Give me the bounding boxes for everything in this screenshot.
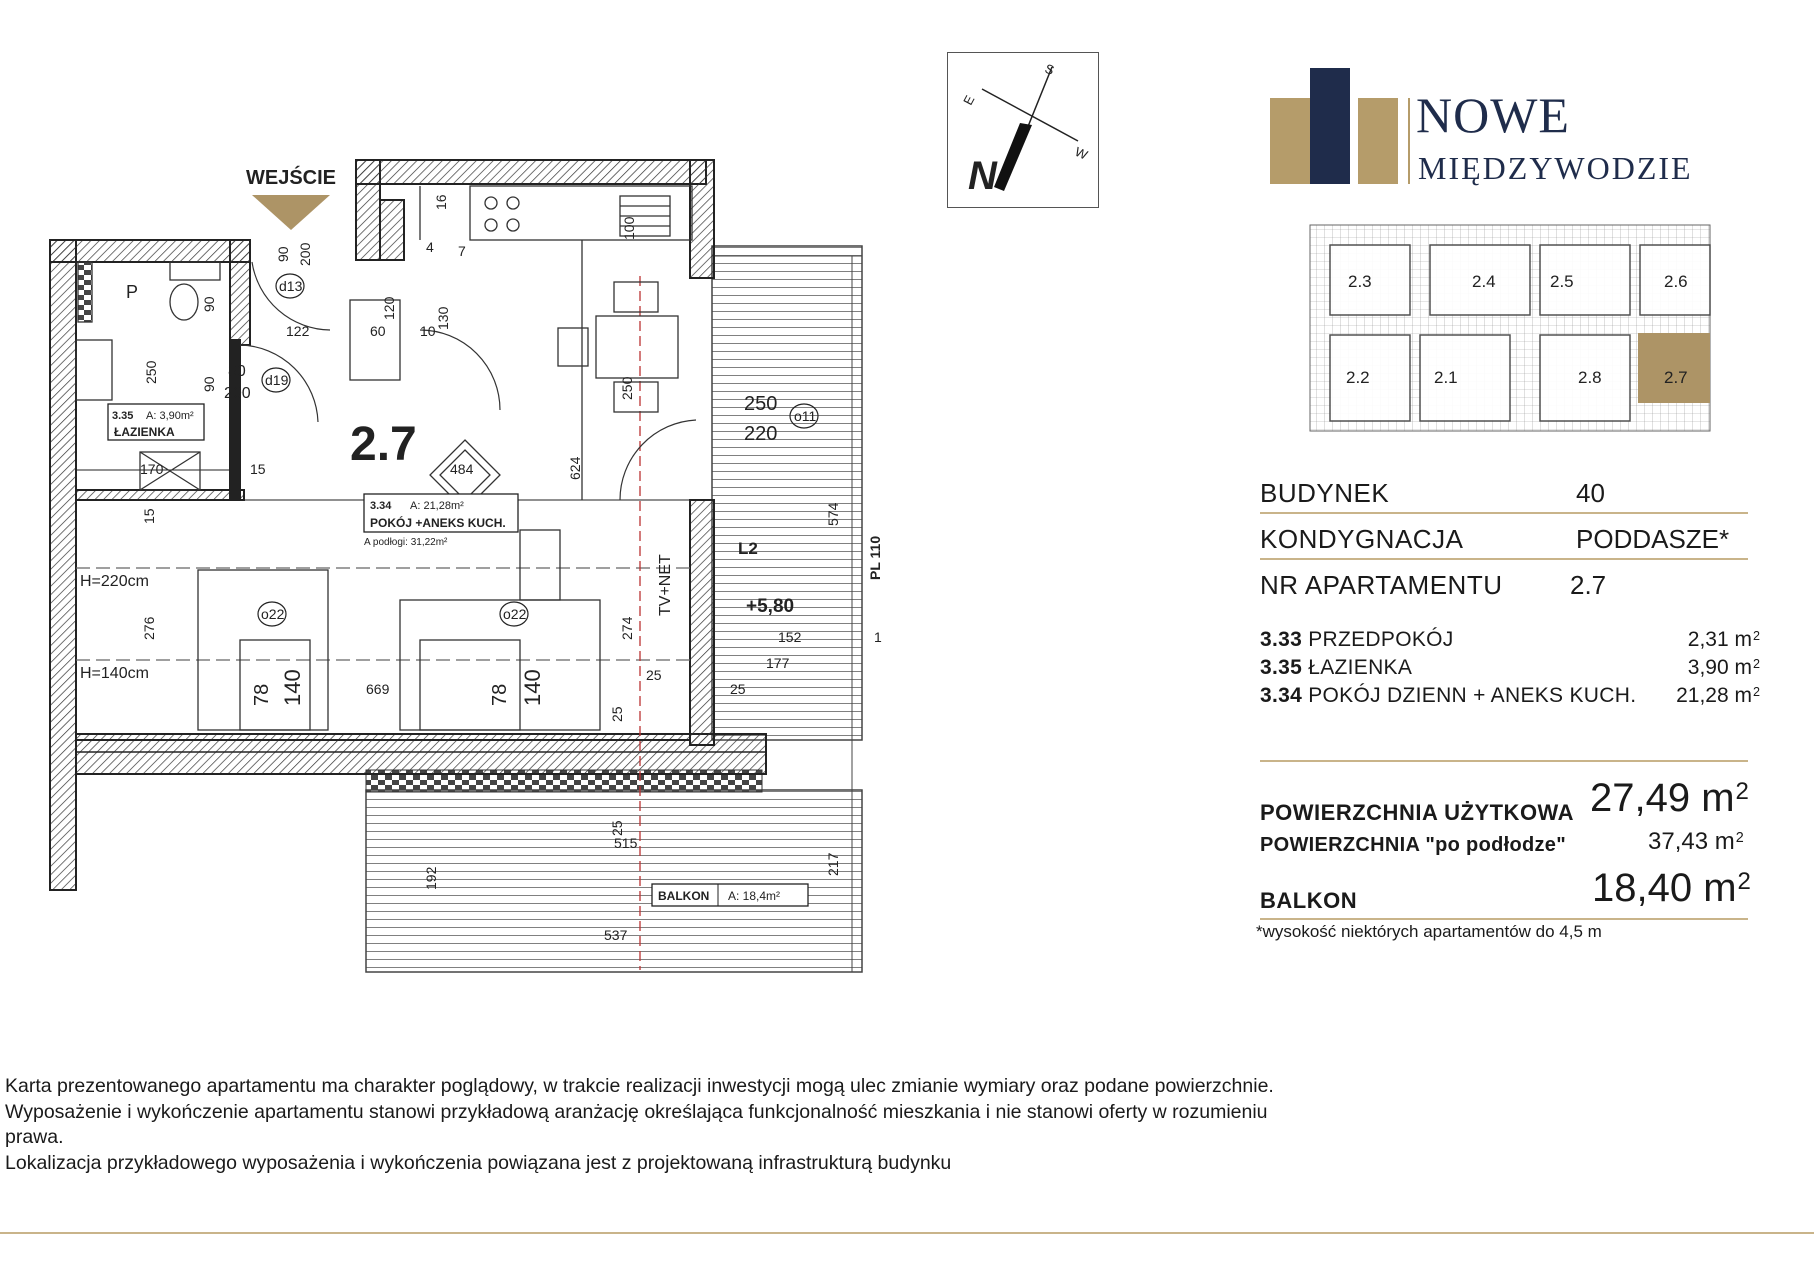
dim-label: 537 xyxy=(604,927,628,943)
dim-label: 177 xyxy=(766,655,790,671)
entrance-label: WEJŚCIE xyxy=(246,167,337,189)
logo-bar-3 xyxy=(1358,98,1398,184)
dim-label: 484 xyxy=(450,461,474,477)
keyplan-unit: 2.6 xyxy=(1664,272,1688,291)
disclaimer xyxy=(5,1074,1285,1176)
dim-label: 574 xyxy=(825,502,841,526)
dim-label: 1 xyxy=(874,629,882,645)
disclaimer-line: Wyposażenie i wykończenie apartamentu stanowi przykładową aranżację określająca funkcjonalność mieszkania i nie stanowi oferty w rozumieniu prawa. xyxy=(5,1100,1268,1148)
apartment-number-label: 2.7 xyxy=(350,418,417,471)
dim-label: 274 xyxy=(619,616,635,640)
dim-label: 220 xyxy=(744,423,778,445)
dim-label: 15 xyxy=(250,461,266,477)
divider xyxy=(1260,918,1748,920)
dim-label: 250 xyxy=(744,393,778,415)
dim-label: 250 xyxy=(143,360,159,384)
door-d13: d13 xyxy=(279,278,303,294)
balcony-tag-area: A: 18,4m² xyxy=(728,889,781,903)
room-row xyxy=(1260,656,1412,680)
room-code: 3.34 xyxy=(1260,684,1303,707)
divider xyxy=(1260,760,1748,762)
pl-label: PL 110 xyxy=(867,535,883,580)
l2-label: L2 xyxy=(738,539,758,558)
bathroom-tag-id: 3.35 xyxy=(112,410,134,422)
door-o22-right: o22 xyxy=(503,606,527,622)
balcony-area-value: 18,40 $m^2$ xyxy=(1592,866,1751,910)
tv-net-label: TV+NET xyxy=(657,554,674,616)
compass xyxy=(947,52,1099,208)
dim-label: 90 xyxy=(201,296,217,312)
height-220-label: H=220cm xyxy=(80,573,149,590)
compass-n: N xyxy=(968,154,997,198)
room-code: 3.35 xyxy=(1260,656,1303,679)
compass-w: W xyxy=(1072,143,1091,163)
room-name: POKÓJ DZIENN + ANEKS KUCH. xyxy=(1308,684,1637,707)
dim-label: 624 xyxy=(567,456,583,480)
keyplan-unit: 2.5 xyxy=(1550,272,1574,291)
room-area: 3,90 $m^2$ xyxy=(1687,656,1760,679)
dim-label: 90 xyxy=(275,246,291,262)
height-footnote: *wysokość niektórych apartamentów do 4,5 m xyxy=(1256,922,1602,941)
dim-label: 100 xyxy=(621,216,637,240)
dim-label: 140 xyxy=(280,669,305,706)
brand-line-2: MIĘDZYWODZIE xyxy=(1418,150,1693,186)
footer-divider xyxy=(0,1232,1814,1234)
keyplan-unit: 2.1 xyxy=(1434,368,1458,387)
dim-label: 7 xyxy=(458,243,466,259)
keyplan-unit: 2.8 xyxy=(1578,368,1602,387)
room-row xyxy=(1260,628,1454,652)
bathroom-tag-name: ŁAZIENKA xyxy=(114,425,175,439)
key-plan xyxy=(1300,205,1730,445)
living-tag-area: A: 21,28m² xyxy=(410,500,464,512)
keyplan-unit: 2.2 xyxy=(1346,368,1370,387)
floor-area-label: POWIERZCHNIA "po podłodze" xyxy=(1260,834,1566,856)
living-tag-id: 3.34 xyxy=(370,500,392,512)
brand-logo xyxy=(1270,68,1710,188)
dim-label: 80 xyxy=(228,363,246,380)
dim-label: 515 xyxy=(614,835,638,851)
living-floor-area: A podłogi: 31,22m² xyxy=(364,537,448,548)
bathroom-tag-area: A: 3,90m² xyxy=(146,410,194,422)
brand-line-1: NOWE xyxy=(1416,87,1570,143)
dim-label: 120 xyxy=(381,296,397,320)
dim-label: 200 xyxy=(297,242,313,266)
floor-area-value: 37,43 $m^2$ xyxy=(1648,828,1744,855)
dim-label: 15 xyxy=(141,508,157,524)
dim-label: 60 xyxy=(370,323,386,339)
usable-area-label: POWIERZCHNIA UŻYTKOWA xyxy=(1260,800,1574,825)
level-label: +5,80 xyxy=(746,596,795,617)
logo-bar-1 xyxy=(1270,98,1310,184)
room-area: 21,28 $m^2$ xyxy=(1676,684,1760,707)
living-tag-name: POKÓJ +ANEKS KUCH. xyxy=(370,516,506,530)
balcony-tag-name: BALKON xyxy=(658,889,710,903)
divider xyxy=(1260,512,1748,514)
divider xyxy=(1260,558,1748,560)
height-140-label: H=140cm xyxy=(80,665,149,682)
building-value: 40 xyxy=(1576,478,1605,508)
dim-label: 200 xyxy=(224,385,251,402)
apartment-label: NR APARTAMENTU xyxy=(1260,570,1503,600)
dim-label: 130 xyxy=(435,306,451,330)
dim-label: 192 xyxy=(423,866,439,890)
dim-label: 25 xyxy=(609,706,625,722)
door-o11: o11 xyxy=(794,408,817,424)
keyplan-unit-highlighted: 2.7 xyxy=(1664,368,1688,387)
floor-plan xyxy=(0,0,900,1000)
room-area: 2,31 $m^2$ xyxy=(1687,628,1760,651)
dim-label: 10 xyxy=(420,323,436,339)
apartment-value: 2.7 xyxy=(1570,570,1607,600)
logo-bar-2 xyxy=(1310,68,1350,184)
door-o22-left: o22 xyxy=(261,606,285,622)
keyplan-unit: 2.3 xyxy=(1348,272,1372,291)
room-row xyxy=(1260,684,1636,708)
dim-label: 250 xyxy=(619,376,635,400)
entrance-arrow xyxy=(252,195,330,230)
room-code: 3.33 xyxy=(1260,628,1303,651)
usable-area-value: 27,49 $m^2$ xyxy=(1590,776,1749,820)
dim-label: 90 xyxy=(201,376,217,392)
dim-label: 25 xyxy=(646,667,662,683)
dim-label: 152 xyxy=(778,629,802,645)
balcony-area-label: BALKON xyxy=(1260,888,1358,913)
building-label: BUDYNEK xyxy=(1260,478,1390,508)
dim-label: 78 xyxy=(251,683,273,706)
floor-value: PODDASZE* xyxy=(1576,524,1730,554)
room-name: PRZEDPOKÓJ xyxy=(1308,628,1454,651)
dim-label: 78 xyxy=(489,683,511,706)
floor-label: KONDYGNACJA xyxy=(1260,524,1464,554)
dim-label: 4 xyxy=(426,239,434,255)
dim-label: 122 xyxy=(286,323,310,339)
room-name: ŁAZIENKA xyxy=(1308,656,1413,679)
disclaimer-line: Karta prezentowanego apartamentu ma charakter poglądowy, w trakcie realizacji inwestycji mogą ulec zmianie wymiary oraz podane powierzchnie. xyxy=(5,1075,1274,1097)
compass-e: E xyxy=(960,92,978,108)
dim-label: 217 xyxy=(825,852,841,876)
dim-label: 25 xyxy=(609,820,625,836)
disclaimer-line: Lokalizacja przykładowego wyposażenia i wykończenia powiązana jest z projektowaną infrastrukturą budynku xyxy=(5,1151,952,1174)
dim-label: 170 xyxy=(140,461,164,477)
dim-label: 669 xyxy=(366,681,390,697)
dim-label: 25 xyxy=(730,681,746,697)
compass-s: S xyxy=(1042,60,1057,78)
logo-divider xyxy=(1408,98,1410,184)
wc-label: P xyxy=(126,282,139,302)
door-d19: d19 xyxy=(265,372,289,388)
keyplan-unit: 2.4 xyxy=(1472,272,1496,291)
dim-label: 276 xyxy=(141,616,157,640)
dim-label: 16 xyxy=(433,194,449,210)
dim-label: 140 xyxy=(520,669,545,706)
